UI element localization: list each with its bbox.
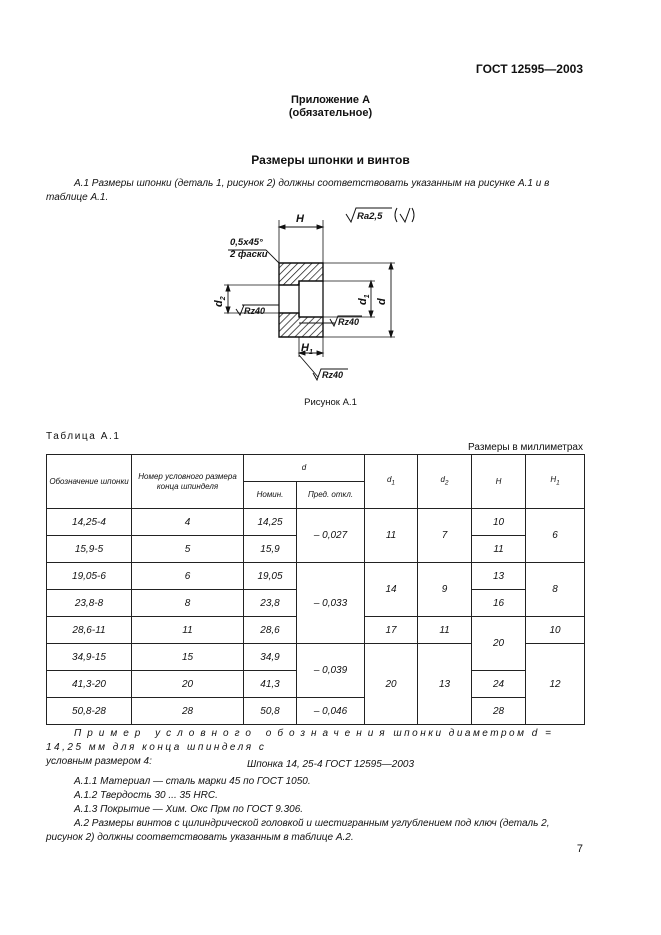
chamfer-label: 0,5х45° xyxy=(230,237,263,248)
paragraph-a1-line2: таблице А.1. xyxy=(46,192,109,203)
roughness-symbol-bottom xyxy=(313,369,348,380)
cell-size: 6 xyxy=(132,563,244,590)
header-nominal-size: Номер условного размера конца шпинделя xyxy=(132,455,244,509)
header-d: d xyxy=(244,455,365,482)
example-line1 xyxy=(46,727,583,755)
cell-size: 8 xyxy=(132,590,244,617)
cell-h1: 6 xyxy=(526,509,585,563)
table-row xyxy=(47,509,585,536)
roughness-symbol-right xyxy=(330,316,362,327)
cell-d2: 7 xyxy=(418,509,472,563)
cell-d-nominal: 23,8 xyxy=(244,590,297,617)
cell-d-tolerance: – 0,033 xyxy=(297,563,365,644)
cell-d2: 9 xyxy=(418,563,472,617)
paragraph-a2-line1: А.2 Размеры винтов с цилиндрической головкой и шестигранным углублением под ключ (деталь 2, xyxy=(74,818,550,829)
paragraph-a1-line1: А.1 Размеры шпонки (деталь 1, рисунок 2) должны соответствовать указанным на рисунке А.1 и в xyxy=(74,178,550,189)
roughness-symbol-left xyxy=(236,305,266,316)
cell-h: 13 xyxy=(472,563,526,590)
cell-size: 15 xyxy=(132,644,244,671)
cell-size: 4 xyxy=(132,509,244,536)
spec-a12: А.1.2 Твердость 30 ... 35 HRC. xyxy=(74,790,218,801)
cell-h: 24 xyxy=(472,671,526,698)
spec-a13: А.1.3 Покрытие — Хим. Окс Прм по ГОСТ 9.306. xyxy=(74,804,304,815)
cell-d2: 13 xyxy=(418,644,472,725)
header-h: H xyxy=(472,455,526,509)
cell-d-nominal: 14,25 xyxy=(244,509,297,536)
cell-d1: 11 xyxy=(365,509,418,563)
cell-h: 20 xyxy=(472,617,526,671)
cell-h1: 10 xyxy=(526,617,585,644)
cell-d-tolerance: – 0,039 xyxy=(297,644,365,698)
svg-text:Rz40: Rz40 xyxy=(244,306,266,316)
page-number: 7 xyxy=(576,843,583,855)
cell-designation: 34,9-15 xyxy=(47,644,132,671)
part-section xyxy=(279,263,323,337)
cell-d-tolerance: – 0,046 xyxy=(297,698,365,725)
table-row xyxy=(47,698,585,725)
dimension-d2-label: $d_2$ xyxy=(213,296,227,307)
cell-designation: 23,8-8 xyxy=(47,590,132,617)
cell-designation: 28,6-11 xyxy=(47,617,132,644)
section-title: Размеры шпонки и винтов xyxy=(251,153,410,167)
paragraph-a1 xyxy=(46,177,583,205)
cell-designation: 14,25-4 xyxy=(47,509,132,536)
cell-d-nominal: 15,9 xyxy=(244,536,297,563)
header-tolerance: Пред. откл. xyxy=(297,482,365,509)
cell-d-nominal: 41,3 xyxy=(244,671,297,698)
document-header-standard: ГОСТ 12595—2003 xyxy=(475,62,583,76)
cell-d1: 14 xyxy=(365,563,418,617)
cell-d-nominal: 34,9 xyxy=(244,644,297,671)
cell-size: 28 xyxy=(132,698,244,725)
example-line2: условным размером 4: xyxy=(46,756,152,767)
cell-d2: 11 xyxy=(418,617,472,644)
cell-size: 5 xyxy=(132,536,244,563)
designation-string: Шпонка 14, 25-4 ГОСТ 12595—2003 xyxy=(246,759,415,770)
cell-size: 11 xyxy=(132,617,244,644)
cell-d-tolerance: – 0,027 xyxy=(297,509,365,563)
table-a1 xyxy=(46,454,585,725)
example-line1-rest: шпонки диаметром d = 14,25 мм для конца шпинделя с xyxy=(46,728,554,753)
cell-h: 16 xyxy=(472,590,526,617)
header-h1: $H_1$ xyxy=(526,455,585,509)
header-designation: Обозначение шпонки xyxy=(47,455,132,509)
header-nominal: Номин. xyxy=(244,482,297,509)
svg-text:Rz40: Rz40 xyxy=(338,317,360,327)
header-d2: $d_2$ xyxy=(418,455,472,509)
spec-a11: А.1.1 Материал — сталь марки 45 по ГОСТ 1050. xyxy=(74,776,311,787)
cell-h: 28 xyxy=(472,698,526,725)
table-units: Размеры в миллиметрах xyxy=(468,442,583,453)
cell-h1: 12 xyxy=(526,644,585,725)
chamfer-count-label: 2 фаски xyxy=(230,249,268,260)
roughness-symbol-top xyxy=(346,208,414,222)
cell-d-nominal: 50,8 xyxy=(244,698,297,725)
appendix-heading xyxy=(0,94,661,120)
cell-designation: 41,3-20 xyxy=(47,671,132,698)
cell-h: 10 xyxy=(472,509,526,536)
figure-caption: Рисунок А.1 xyxy=(304,397,357,408)
header-d1: $d_1$ xyxy=(365,455,418,509)
cell-designation: 19,05-6 xyxy=(47,563,132,590)
dimension-d1-label: $d_1$ xyxy=(357,294,371,305)
cell-h: 11 xyxy=(472,536,526,563)
cell-designation: 15,9-5 xyxy=(47,536,132,563)
spec-list xyxy=(46,775,583,845)
table-row xyxy=(47,563,585,590)
dimension-h-label: H xyxy=(296,213,304,225)
svg-text:Ra2,5: Ra2,5 xyxy=(357,211,383,222)
table-header-row xyxy=(47,455,585,482)
table-caption: Таблица А.1 xyxy=(46,431,121,442)
dimension-d-label: d xyxy=(376,298,388,305)
svg-text:Rz40: Rz40 xyxy=(322,370,344,380)
cell-d-nominal: 19,05 xyxy=(244,563,297,590)
appendix-title: Приложение А xyxy=(290,94,371,106)
dimension-h1-label: $H_1$ xyxy=(301,342,313,356)
cell-h1: 8 xyxy=(526,563,585,617)
example-lead: Пример условного обозначения xyxy=(74,728,391,739)
appendix-status: (обязательное) xyxy=(288,107,373,119)
cell-d1: 17 xyxy=(365,617,418,644)
cell-d-nominal: 28,6 xyxy=(244,617,297,644)
cell-size: 20 xyxy=(132,671,244,698)
cell-d1: 20 xyxy=(365,644,418,725)
figure-a1-drawing xyxy=(200,205,430,385)
paragraph-a2-line2: рисунок 2) должны соответствовать указанным в таблице А.2. xyxy=(46,832,354,843)
cell-designation: 50,8-28 xyxy=(47,698,132,725)
